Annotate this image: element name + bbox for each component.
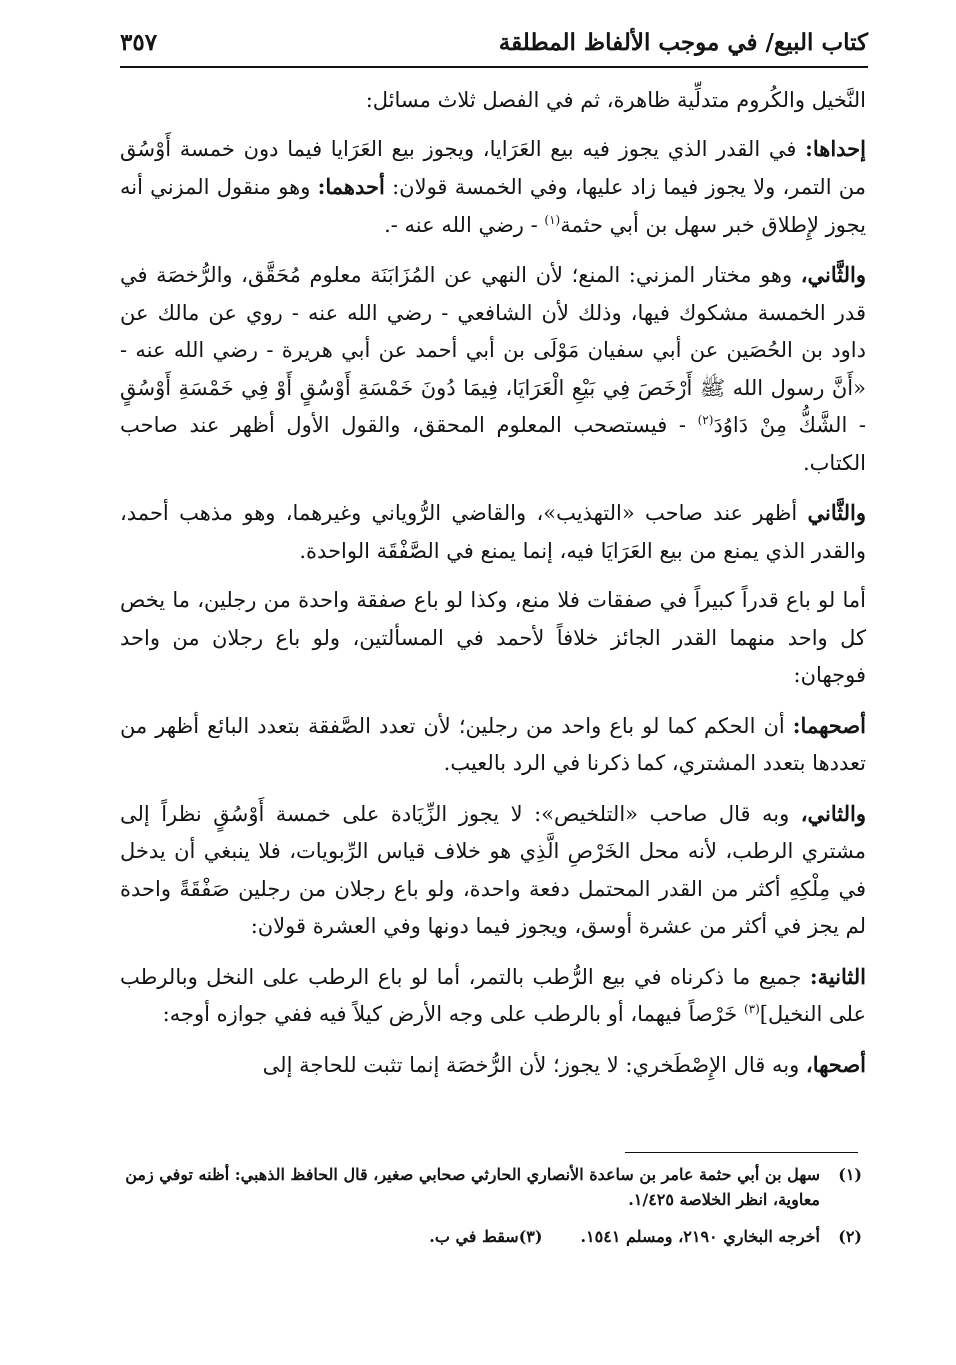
paragraph-lead: والثَّاني، (800, 262, 866, 287)
paragraph-second-view: والثاني، وبه قال صاحب «التلخيص»: لا يجوز الزِّيَادة على خمسة أَوْسُقٍ نظراً إلى مشتري الرطب، لأنه محل الخَرْصِ الَّذِي هو خلاف قياس الرِّبويات، فلا ينبغي أن يدخل في مِلْكِهِ أكثر من القدر المحتمل دفعة واحدة، ولو باع رجلان من رجلين صَفْقَةً واحدة لم يجز في أكثر من عشرة أوسق، ويجوز فيما دونها وفي العشرة قولان: (120, 800, 866, 938)
paragraph-first-issue: إحداها: في القدر الذي يجوز فيه بيع العَرَايا، ويجوز بيع العَرَايا فيما دون خمسة أَوْسُق من التمر، ولا يجوز فيما زاد عليها، وفي الخمسة قولان: أحدهما: وهو منقول المزني أنه يجوز لإِطلاق خبر سهل بن أبي حثمة$^{(١)}$ - رضي الله عنه -. (120, 135, 867, 237)
footnote-2 (120, 1224, 862, 1249)
footnotes (120, 1162, 862, 1261)
paragraph-second-opinion: والثَّاني، وهو مختار المزني: المنع؛ لأن النهي عن المُزَابَنَة معلوم مُحَقَّق، والرُّخصَة في قدر الخمسة مشكوك فيها، وذلك لأن الشافعي - رضي الله عنه - روي عن مالك عن داود بن الحُصَين عن أبي سفيان مَوْلَى بن أبي أحمد عن أبي هريرة - رضي الله عنه - «أَنَّ رسول الله ﷺ أَرْخَصَ فِي بَيْعِ الْعَرَايَا، فِيمَا دُونَ خَمْسَةِ أَوْسُقٍ أَوْ فِي خَمْسَةِ أَوْسُقٍ - الشَّكُّ مِنْ دَاوُدَ$^{(٢)}$ - فيستصحب المعلوم المحقق، والقول الأول أظهر عند صاحب الكتاب. (120, 262, 867, 475)
paragraph-lead: الثانية: (809, 963, 866, 989)
footnote-number: (١) (838, 1165, 862, 1184)
footnote-number-3: (٣) (518, 1227, 543, 1246)
paragraph-intro: النَّخيل والكُروم متدلِّية ظاهرة، ثم في الفصل ثلاث مسائل: (365, 88, 866, 112)
paragraph-most-correct: أصحهما: أن الحكم كما لو باع واحد من رجلين؛ لأن تعدد الصَّفقة بتعدد البائع أظهر من تعددها بتعدد المشتري، كما ذكرنا في الرد بالعيب. (120, 712, 866, 775)
footnote-ref-3[interactable]: (٣) (743, 1002, 760, 1016)
running-header (120, 22, 868, 62)
paragraph-lead: أصحها، (805, 1051, 866, 1077)
paragraph-second-issue: الثانية: جميع ما ذكرناه في بيع الرُّطب بالتمر، أما لو باع الرطب على النخل وبالرطب على النخيل]$^{(٣)}$ خَرْصاً فيهما، أو بالرطب على وجه الأرض كيلاً فيه ففي جوازه أوجه: (120, 963, 866, 1026)
paragraph-lead: إحداها: (805, 135, 866, 161)
main-text (120, 82, 866, 1096)
header-rule (120, 66, 868, 68)
paragraph-most-correct-2: أصحها، وبه قال الإِصْطَخري: لا يجوز؛ لأن الرُّخصَة إنما تثبت للحاجة إلى (262, 1051, 866, 1077)
paragraph-lead: والثَّاني (807, 500, 866, 525)
footnote-ref-1[interactable]: (١) (544, 212, 561, 227)
paragraph-lead-secondary: أحدهما: (317, 174, 385, 199)
footnote-number: (٢) (838, 1227, 862, 1246)
footnote-ref-2[interactable]: (٢) (697, 413, 714, 427)
footnote-1 (120, 1162, 862, 1212)
running-title: كتاب البيع/ في موجب الألفاظ المطلقة (498, 28, 868, 56)
footnote-text: أخرجه البخاري ٢١٩٠، ومسلم ١٥٤١. (580, 1227, 820, 1246)
paragraph-lead: والثاني، (800, 800, 866, 826)
footnote-rule (625, 1152, 858, 1153)
page-number: ٣٥٧ (120, 28, 158, 56)
paragraph-multiple-deals: أما لو باع قدراً كبيراً في صفقات فلا منع، وكذا لو باع صفقة واحدة من رجلين، ما يخص كل واحد منهما القدر الجائز خلافاً لأحمد في المسألتين، ولو باع رجلان من واحد فوجهان: (120, 588, 866, 687)
paragraph-second-stronger: والثَّاني أظهر عند صاحب «التهذيب»، والقاضي الرُّوياني وغيرهما، وهو مذهب أحمد، والقدر الذي يمنع من بيع العَرَايَا فيه، إنما يمنع في الصَّفْقَة الواحدة. (120, 500, 866, 563)
footnote-text: سهل بن أبي حثمة عامر بن ساعدة الأنصاري الحارثي صحابي صغير، قال الحافظ الذهبي: أظنه توفي زمن معاوية، انظر الخلاصة ١/٤٢٥. (125, 1165, 820, 1209)
footnote-text-3: سقط في ب. (429, 1227, 519, 1246)
paragraph-lead: أصحهما: (792, 712, 866, 738)
